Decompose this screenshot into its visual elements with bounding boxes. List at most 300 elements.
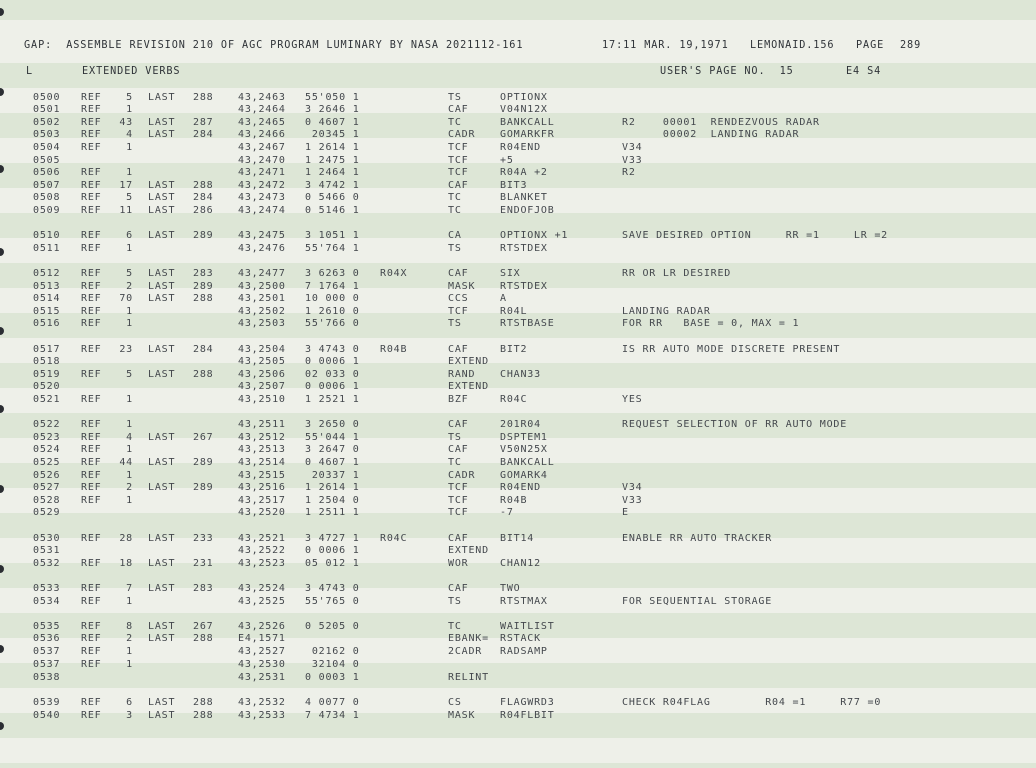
last-page: 233	[193, 533, 214, 544]
address: 43,2507	[238, 381, 286, 392]
line-number: 0537	[33, 659, 61, 670]
octal-word: 1 2504 0	[305, 495, 360, 506]
last-marker: LAST	[148, 205, 176, 216]
ref-count: 43	[119, 117, 133, 128]
line-number: 0533	[33, 583, 61, 594]
opcode: BZF	[448, 394, 469, 405]
opcode: TS	[448, 243, 462, 254]
opcode: CAF	[448, 104, 469, 115]
ref-marker: REF	[81, 92, 102, 103]
address: 43,2532	[238, 697, 286, 708]
address: 43,2517	[238, 495, 286, 506]
address: 43,2463	[238, 92, 286, 103]
octal-word: 05 012 1	[305, 558, 360, 569]
last-page: 231	[193, 558, 214, 569]
last-page: 284	[193, 192, 214, 203]
operand: RSTACK	[500, 633, 541, 644]
opcode: TCF	[448, 167, 469, 178]
ref-marker: REF	[81, 419, 102, 430]
operand: GOMARKFR	[500, 129, 555, 140]
last-page: 283	[193, 268, 214, 279]
comment: FOR SEQUENTIAL STORAGE	[622, 596, 773, 607]
users-page-number: USER'S PAGE NO. 15	[660, 66, 794, 77]
address: 43,2476	[238, 243, 286, 254]
listing-row	[0, 646, 1036, 659]
ref-marker: REF	[81, 117, 102, 128]
line-number: 0532	[33, 558, 61, 569]
ref-count: 1	[126, 104, 133, 115]
comment: ENABLE RR AUTO TRACKER	[622, 533, 773, 544]
ref-marker: REF	[81, 344, 102, 355]
operand: RTSTMAX	[500, 596, 548, 607]
opcode: CAF	[448, 344, 469, 355]
last-marker: LAST	[148, 117, 176, 128]
comment: CHECK R04FLAG R04 =1 R77 =0	[622, 697, 882, 708]
address: 43,2473	[238, 192, 286, 203]
ref-count: 70	[119, 293, 133, 304]
address: 43,2510	[238, 394, 286, 405]
address: E4,1571	[238, 633, 286, 644]
last-page: 283	[193, 583, 214, 594]
ref-count: 1	[126, 419, 133, 430]
operand: ENDOFJOB	[500, 205, 555, 216]
line-number: 0531	[33, 545, 61, 556]
last-marker: LAST	[148, 583, 176, 594]
line-number: 0518	[33, 356, 61, 367]
opcode: TCF	[448, 482, 469, 493]
operand: BIT14	[500, 533, 535, 544]
assembly-title: GAP: ASSEMBLE REVISION 210 OF AGC PROGRAM LUMINARY BY NASA 2021112-161	[24, 40, 524, 51]
address: 43,2525	[238, 596, 286, 607]
ref-count: 5	[126, 268, 133, 279]
ref-marker: REF	[81, 318, 102, 329]
last-marker: LAST	[148, 710, 176, 721]
line-number: 0523	[33, 432, 61, 443]
ref-count: 4	[126, 432, 133, 443]
operand: RTSTBASE	[500, 318, 555, 329]
comment: RR OR LR DESIRED	[622, 268, 732, 279]
opcode: CAF	[448, 444, 469, 455]
ref-marker: REF	[81, 230, 102, 241]
operand: FLAGWRD3	[500, 697, 555, 708]
line-number: 0534	[33, 596, 61, 607]
line-number: 0505	[33, 155, 61, 166]
opcode: TC	[448, 192, 462, 203]
opcode: EBANK=	[448, 633, 489, 644]
opcode: TS	[448, 92, 462, 103]
line-number: 0515	[33, 306, 61, 317]
ref-marker: REF	[81, 710, 102, 721]
operand: R04B	[500, 495, 528, 506]
ref-marker: REF	[81, 470, 102, 481]
ref-count: 1	[126, 243, 133, 254]
ref-marker: REF	[81, 293, 102, 304]
opcode: EXTEND	[448, 381, 489, 392]
last-marker: LAST	[148, 533, 176, 544]
listing-row	[0, 457, 1036, 470]
page-label: PAGE	[856, 40, 885, 51]
listing-row	[0, 507, 1036, 520]
opcode: TC	[448, 457, 462, 468]
last-marker: LAST	[148, 369, 176, 380]
opcode: CADR	[448, 470, 476, 481]
opcode: CA	[448, 230, 462, 241]
opcode: TS	[448, 596, 462, 607]
operand: RADSAMP	[500, 646, 548, 657]
comment: E	[622, 507, 629, 518]
listing-row	[0, 672, 1036, 685]
opcode: CAF	[448, 180, 469, 191]
last-page: 267	[193, 621, 214, 632]
listing-row	[0, 243, 1036, 256]
section-title: EXTENDED VERBS	[82, 66, 181, 77]
ref-marker: REF	[81, 659, 102, 670]
last-marker: LAST	[148, 192, 176, 203]
comment: 00002 LANDING RADAR	[622, 129, 800, 140]
line-number: 0512	[33, 268, 61, 279]
ref-count: 1	[126, 470, 133, 481]
address: 43,2526	[238, 621, 286, 632]
line-number: 0537	[33, 646, 61, 657]
opcode: CAF	[448, 268, 469, 279]
ref-count: 28	[119, 533, 133, 544]
octal-word: 7 4734 1	[305, 710, 360, 721]
address: 43,2474	[238, 205, 286, 216]
octal-word: 55'050 1	[305, 92, 360, 103]
comment: R2	[622, 167, 636, 178]
last-marker: LAST	[148, 92, 176, 103]
octal-word: 20337 1	[305, 470, 360, 481]
ref-marker: REF	[81, 621, 102, 632]
last-page: 288	[193, 710, 214, 721]
ref-marker: REF	[81, 633, 102, 644]
listing-row	[0, 293, 1036, 306]
symbol-label: R04B	[380, 344, 408, 355]
operand: A	[500, 293, 507, 304]
ref-marker: REF	[81, 129, 102, 140]
operand: OPTIONX +1	[500, 230, 569, 241]
ref-count: 6	[126, 697, 133, 708]
line-number: 0513	[33, 281, 61, 292]
line-number: 0503	[33, 129, 61, 140]
octal-word: 20345 1	[305, 129, 360, 140]
ref-marker: REF	[81, 268, 102, 279]
listing-row	[0, 596, 1036, 609]
last-marker: LAST	[148, 344, 176, 355]
listing-row	[0, 230, 1036, 243]
operand: OPTIONX	[500, 92, 548, 103]
operand: BANKCALL	[500, 117, 555, 128]
octal-word: 0 0006 1	[305, 381, 360, 392]
opcode: TC	[448, 117, 462, 128]
ref-count: 11	[119, 205, 133, 216]
address: 43,2503	[238, 318, 286, 329]
address: 43,2514	[238, 457, 286, 468]
opcode: WOR	[448, 558, 469, 569]
octal-word: 55'044 1	[305, 432, 360, 443]
octal-word: 55'764 1	[305, 243, 360, 254]
opcode: TC	[448, 621, 462, 632]
ref-count: 1	[126, 646, 133, 657]
last-page: 267	[193, 432, 214, 443]
last-marker: LAST	[148, 621, 176, 632]
page-number: 289	[900, 40, 922, 51]
ref-count: 1	[126, 167, 133, 178]
line-number: 0530	[33, 533, 61, 544]
operand: BIT3	[500, 180, 528, 191]
line-number: 0529	[33, 507, 61, 518]
ref-marker: REF	[81, 558, 102, 569]
address: 43,2520	[238, 507, 286, 518]
octal-word: 0 0006 1	[305, 356, 360, 367]
opcode: CS	[448, 697, 462, 708]
line-number: 0535	[33, 621, 61, 632]
address: 43,2530	[238, 659, 286, 670]
octal-word: 1 2614 1	[305, 482, 360, 493]
listing-row	[0, 419, 1036, 432]
ref-marker: REF	[81, 142, 102, 153]
octal-word: 3 2647 0	[305, 444, 360, 455]
opcode: CAF	[448, 533, 469, 544]
ref-count: 44	[119, 457, 133, 468]
address: 43,2522	[238, 545, 286, 556]
line-number: 0521	[33, 394, 61, 405]
octal-word: 32104 0	[305, 659, 360, 670]
address: 43,2515	[238, 470, 286, 481]
listing-row	[0, 697, 1036, 710]
address: 43,2506	[238, 369, 286, 380]
last-marker: LAST	[148, 633, 176, 644]
listing-row	[0, 129, 1036, 142]
listing-row	[0, 659, 1036, 672]
address: 43,2471	[238, 167, 286, 178]
opcode: TC	[448, 205, 462, 216]
address: 43,2464	[238, 104, 286, 115]
operand: R04END	[500, 142, 541, 153]
opcode: CADR	[448, 129, 476, 140]
timestamp: 17:11 MAR. 19,1971	[602, 40, 729, 51]
ref-count: 2	[126, 281, 133, 292]
opcode: TCF	[448, 495, 469, 506]
ref-count: 1	[126, 444, 133, 455]
job-name: LEMONAID.156	[750, 40, 835, 51]
comment: LANDING RADAR	[622, 306, 711, 317]
ref-marker: REF	[81, 457, 102, 468]
ref-marker: REF	[81, 394, 102, 405]
ref-marker: REF	[81, 306, 102, 317]
line-number: 0525	[33, 457, 61, 468]
line-number: 0502	[33, 117, 61, 128]
ref-count: 18	[119, 558, 133, 569]
listing-row	[0, 356, 1036, 369]
symbol-label: R04X	[380, 268, 408, 279]
ref-marker: REF	[81, 104, 102, 115]
ref-marker: REF	[81, 432, 102, 443]
line-number: 0506	[33, 167, 61, 178]
address: 43,2477	[238, 268, 286, 279]
opcode: TCF	[448, 142, 469, 153]
operand: GOMARK4	[500, 470, 548, 481]
ref-marker: REF	[81, 596, 102, 607]
line-number: 0522	[33, 419, 61, 430]
octal-word: 3 6263 0	[305, 268, 360, 279]
octal-word: 10 000 0	[305, 293, 360, 304]
ref-marker: REF	[81, 533, 102, 544]
opcode: CAF	[448, 419, 469, 430]
listing-row	[0, 167, 1036, 180]
last-page: 284	[193, 344, 214, 355]
ref-count: 17	[119, 180, 133, 191]
comment: V34	[622, 142, 643, 153]
ref-marker: REF	[81, 369, 102, 380]
ref-count: 1	[126, 659, 133, 670]
octal-word: 3 4743 0	[305, 344, 360, 355]
octal-word: 3 4742 1	[305, 180, 360, 191]
line-number: 0539	[33, 697, 61, 708]
octal-word: 1 2610 0	[305, 306, 360, 317]
line-number: 0511	[33, 243, 61, 254]
opcode: MASK	[448, 710, 476, 721]
last-page: 286	[193, 205, 214, 216]
address: 43,2465	[238, 117, 286, 128]
listing-row	[0, 583, 1036, 596]
feed-hole	[0, 8, 4, 16]
line-number: 0528	[33, 495, 61, 506]
listing-row	[0, 104, 1036, 117]
ref-count: 8	[126, 621, 133, 632]
address: 43,2513	[238, 444, 286, 455]
listing-row	[0, 482, 1036, 495]
opcode: EXTEND	[448, 545, 489, 556]
octal-word: 1 2464 1	[305, 167, 360, 178]
listing-row	[0, 444, 1036, 457]
opcode: RAND	[448, 369, 476, 380]
line-number: 0519	[33, 369, 61, 380]
ref-count: 2	[126, 633, 133, 644]
address: 43,2472	[238, 180, 286, 191]
last-marker: LAST	[148, 482, 176, 493]
address: 43,2501	[238, 293, 286, 304]
line-number: 0509	[33, 205, 61, 216]
address: 43,2511	[238, 419, 286, 430]
ref-marker: REF	[81, 583, 102, 594]
octal-word: 1 2511 1	[305, 507, 360, 518]
opcode: TS	[448, 432, 462, 443]
operand: V04N12X	[500, 104, 548, 115]
ref-marker: REF	[81, 167, 102, 178]
symbol-label: R04C	[380, 533, 408, 544]
operand: +5	[500, 155, 514, 166]
ref-count: 1	[126, 318, 133, 329]
last-page: 288	[193, 633, 214, 644]
ref-marker: REF	[81, 646, 102, 657]
ref-count: 5	[126, 92, 133, 103]
operand: RTSTDEX	[500, 281, 548, 292]
ref-count: 3	[126, 710, 133, 721]
line-number: 0507	[33, 180, 61, 191]
operand: WAITLIST	[500, 621, 555, 632]
address: 43,2504	[238, 344, 286, 355]
line-number: 0501	[33, 104, 61, 115]
last-marker: LAST	[148, 230, 176, 241]
last-marker: LAST	[148, 457, 176, 468]
line-number: 0514	[33, 293, 61, 304]
octal-word: 02162 0	[305, 646, 360, 657]
listing-row	[0, 205, 1036, 218]
address: 43,2516	[238, 482, 286, 493]
ref-marker: REF	[81, 205, 102, 216]
opcode: EXTEND	[448, 356, 489, 367]
ref-marker: REF	[81, 444, 102, 455]
octal-word: 0 0006 1	[305, 545, 360, 556]
ref-marker: REF	[81, 281, 102, 292]
comment: YES	[622, 394, 643, 405]
last-page: 288	[193, 369, 214, 380]
octal-word: 3 4743 0	[305, 583, 360, 594]
ref-count: 1	[126, 142, 133, 153]
opcode: 2CADR	[448, 646, 483, 657]
opcode: CAF	[448, 583, 469, 594]
ref-count: 4	[126, 129, 133, 140]
comment: V34	[622, 482, 643, 493]
address: 43,2533	[238, 710, 286, 721]
octal-word: 4 0077 0	[305, 697, 360, 708]
address: 43,2475	[238, 230, 286, 241]
line-number: 0516	[33, 318, 61, 329]
address: 43,2466	[238, 129, 286, 140]
line-number: 0517	[33, 344, 61, 355]
address: 43,2505	[238, 356, 286, 367]
ref-count: 5	[126, 369, 133, 380]
address: 43,2467	[238, 142, 286, 153]
opcode: RELINT	[448, 672, 489, 683]
address: 43,2470	[238, 155, 286, 166]
last-marker: LAST	[148, 180, 176, 191]
octal-word: 0 5146 1	[305, 205, 360, 216]
last-page: 288	[193, 697, 214, 708]
address: 43,2531	[238, 672, 286, 683]
subheader-letter: L	[26, 66, 34, 77]
operand: R04C	[500, 394, 528, 405]
last-page: 289	[193, 230, 214, 241]
operand: BIT2	[500, 344, 528, 355]
comment: FOR RR BASE = 0, MAX = 1	[622, 318, 800, 329]
octal-word: 55'766 0	[305, 318, 360, 329]
octal-word: 1 2475 1	[305, 155, 360, 166]
last-page: 288	[193, 92, 214, 103]
last-marker: LAST	[148, 129, 176, 140]
octal-word: 0 4607 1	[305, 457, 360, 468]
listing-row	[0, 142, 1036, 155]
feed-hole	[0, 722, 4, 730]
ref-count: 7	[126, 583, 133, 594]
ref-count: 23	[119, 344, 133, 355]
listing-row	[0, 381, 1036, 394]
listing-row	[0, 558, 1036, 571]
octal-word: 0 0003 1	[305, 672, 360, 683]
last-marker: LAST	[148, 697, 176, 708]
opcode: TCF	[448, 507, 469, 518]
operand: TWO	[500, 583, 521, 594]
last-page: 289	[193, 482, 214, 493]
operand: V50N25X	[500, 444, 548, 455]
opcode: TCF	[448, 155, 469, 166]
line-number: 0504	[33, 142, 61, 153]
last-marker: LAST	[148, 293, 176, 304]
listing-row	[0, 268, 1036, 281]
octal-word: 3 4727 1	[305, 533, 360, 544]
operand: RTSTDEX	[500, 243, 548, 254]
